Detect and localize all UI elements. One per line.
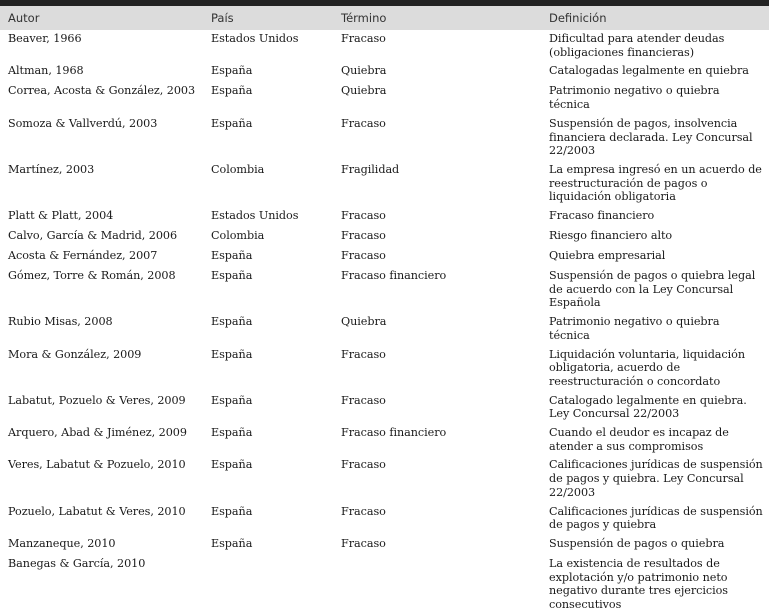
cell-autor: Altman, 1968 (8, 64, 84, 78)
cell-definicion: Patrimonio negativo o quiebra técnica (549, 84, 720, 112)
cell-pais: España (211, 504, 253, 518)
cell-pais: España (211, 116, 253, 130)
table-row (0, 82, 769, 114)
cell-termino: Fracaso (341, 393, 386, 407)
table-header (0, 6, 769, 30)
cell-definicion: La existencia de resultados de explotación y/o patrimonio neto negativo durante tres ejercicios consecutivos (549, 556, 728, 612)
table-row (0, 30, 769, 62)
cell-definicion: Cuando el deudor es incapaz de atender a sus compromisos (549, 426, 729, 453)
cell-definicion: Riesgo financiero alto (549, 229, 673, 243)
cell-autor: Acosta & Fernández, 2007 (8, 249, 158, 263)
cell-termino: Fracaso (341, 209, 386, 223)
cell-pais: España (211, 315, 253, 329)
cell-pais: España (211, 64, 253, 78)
table-row (0, 115, 769, 161)
cell-termino: Fracaso financiero (341, 269, 447, 283)
cell-definicion: Catalogadas legalmente en quiebra (549, 64, 749, 78)
table-body (0, 30, 769, 615)
table-row (0, 346, 769, 392)
cell-pais: Estados Unidos (211, 32, 299, 45)
cell-autor: Pozuelo, Labatut & Veres, 2010 (8, 504, 186, 518)
cell-autor: Veres, Labatut & Pozuelo, 2010 (8, 458, 186, 472)
cell-autor: Gómez, Torre & Román, 2008 (8, 269, 176, 283)
cell-termino: Fracaso (341, 116, 386, 130)
header-termino: Término (341, 11, 387, 25)
table-row (0, 535, 769, 555)
table-row (0, 555, 769, 615)
table-row (0, 227, 769, 247)
cell-termino: Fracaso (341, 32, 386, 45)
cell-pais: España (211, 84, 253, 98)
cell-pais: Colombia (211, 162, 265, 176)
cell-definicion: Patrimonio negativo o quiebra técnica (549, 315, 720, 342)
cell-autor: Mora & González, 2009 (8, 347, 142, 361)
header-pais: País (211, 11, 234, 25)
cell-autor: Platt & Platt, 2004 (8, 209, 114, 223)
table-row (0, 456, 769, 502)
table-row (0, 207, 769, 227)
cell-definicion: Suspensión de pagos, insolvencia financiera declarada. Ley Concursal 22/2003 (549, 116, 753, 158)
cell-termino: Fracaso (341, 249, 386, 263)
cell-autor: Rubio Misas, 2008 (8, 315, 113, 329)
definitions-table (0, 6, 769, 615)
cell-definicion: Liquidación voluntaria, liquidación obligatoria, acuerdo de reestructuración o concordato (549, 347, 746, 388)
cell-pais (203, 555, 333, 615)
cell-definicion: Fracaso financiero (549, 209, 655, 223)
cell-pais: España (211, 426, 253, 440)
cell-definicion: Quiebra empresarial (549, 249, 666, 263)
table-row (0, 503, 769, 535)
cell-pais: Colombia (211, 229, 265, 243)
cell-autor: Arquero, Abad & Jiménez, 2009 (8, 426, 187, 440)
cell-pais: España (211, 458, 253, 472)
header-definicion: Definición (549, 11, 607, 25)
cell-termino: Fracaso (341, 347, 386, 361)
cell-termino: Fracaso (341, 458, 386, 472)
table-row (0, 161, 769, 207)
cell-termino: Fracaso financiero (341, 426, 447, 440)
cell-autor: Banegas & García, 2010 (8, 556, 146, 570)
table-row (0, 247, 769, 267)
table-row (0, 62, 769, 82)
cell-autor: Calvo, García & Madrid, 2006 (8, 229, 178, 243)
cell-autor: Labatut, Pozuelo & Veres, 2009 (8, 393, 186, 407)
cell-termino: Fracaso (341, 536, 386, 550)
cell-pais: España (211, 393, 253, 407)
cell-definicion: Catalogado legalmente en quiebra. Ley Concursal 22/2003 (549, 393, 747, 421)
cell-autor: Beaver, 1966 (8, 32, 82, 45)
cell-termino: Fragilidad (341, 162, 400, 176)
table-row (0, 313, 769, 345)
cell-pais: Estados Unidos (211, 209, 299, 223)
cell-autor: Correa, Acosta & González, 2003 (8, 84, 196, 98)
cell-termino: Quiebra (341, 315, 387, 329)
cell-definicion: Dificultad para atender deudas (obligaciones financieras) (549, 32, 725, 59)
cell-pais: España (211, 269, 253, 283)
header-row (0, 6, 769, 30)
cell-autor: Martínez, 2003 (8, 162, 95, 176)
cell-pais: España (211, 536, 253, 550)
table-row (0, 267, 769, 313)
cell-definicion: Calificaciones jurídicas de suspensión de pagos y quiebra (549, 504, 763, 532)
cell-definicion: Suspensión de pagos o quiebra (549, 536, 725, 550)
cell-definicion: Calificaciones jurídicas de suspensión de pagos y quiebra. Ley Concursal 22/2003 (549, 458, 763, 499)
cell-termino: Fracaso (341, 504, 386, 518)
table-row (0, 424, 769, 456)
cell-pais: España (211, 347, 253, 361)
cell-autor: Somoza & Vallverdú, 2003 (8, 116, 158, 130)
table-row (0, 392, 769, 424)
cell-termino: Fracaso (341, 229, 386, 243)
header-autor: Autor (8, 11, 40, 25)
cell-termino: Quiebra (341, 84, 387, 98)
cell-termino (333, 555, 541, 615)
cell-autor: Manzaneque, 2010 (8, 536, 116, 550)
cell-definicion: Suspensión de pagos o quiebra legal de acuerdo con la Ley Concursal Española (549, 269, 756, 310)
cell-termino: Quiebra (341, 64, 387, 78)
cell-definicion: La empresa ingresó en un acuerdo de reestructuración de pagos o liquidación obligatoria (549, 162, 762, 204)
cell-pais: España (211, 249, 253, 263)
